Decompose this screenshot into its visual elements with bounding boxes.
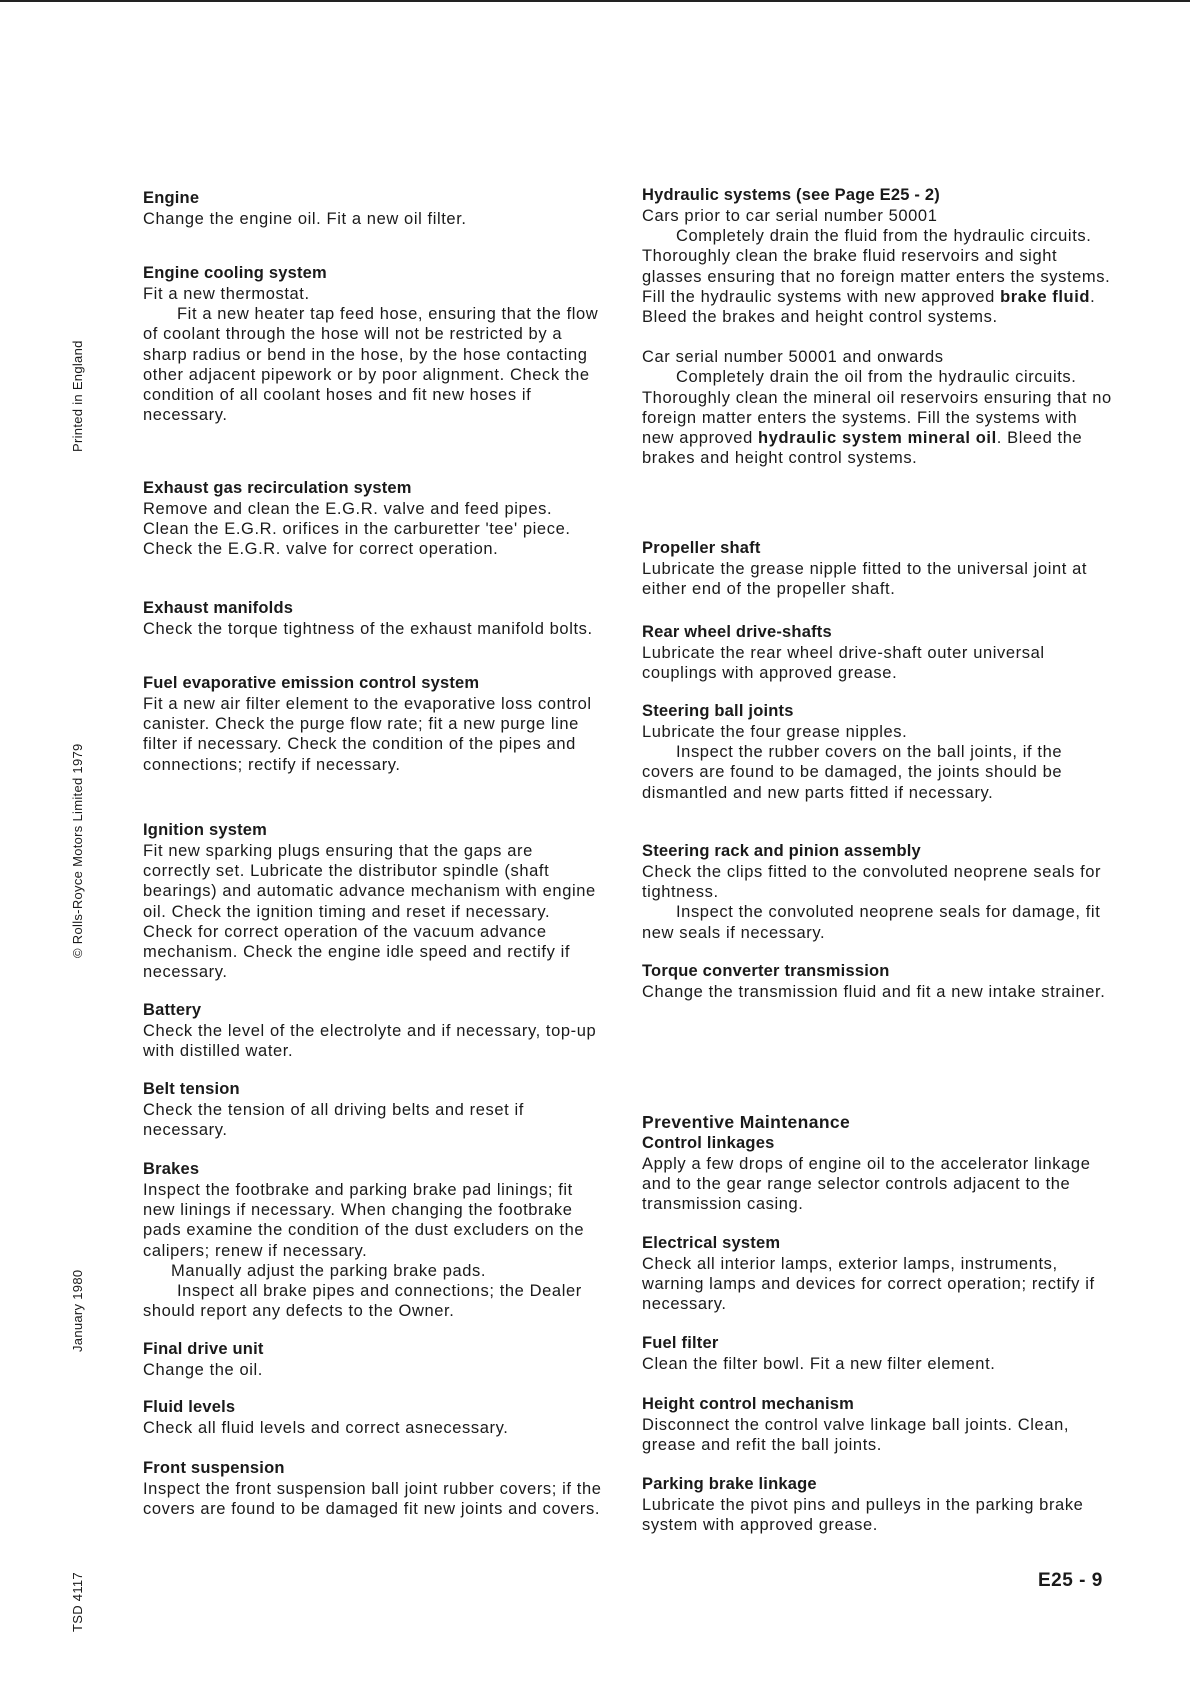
major-heading: Preventive Maintenance — [642, 1112, 851, 1132]
section-steering-rack — [642, 841, 1112, 943]
subheading: Car serial number 50001 and onwards — [642, 348, 944, 367]
text-run: . Bleed the brakes and height control systems. — [642, 287, 1096, 327]
top-border-line — [0, 0, 1190, 2]
section-title: Fuel filter — [642, 1334, 719, 1352]
section-title: Engine — [143, 189, 200, 207]
text-run: Completely drain the oil from the hydraulic circuits. Thoroughly clean the mineral oil reservoirs ensuring that no foreign matter enters the systems. Fill the systems with new approved — [642, 368, 1112, 448]
paragraph: Check the torque tightness of the exhaust manifold bolts. — [143, 620, 593, 638]
section-height-control — [642, 1394, 1112, 1455]
paragraph: Fit a new heater tap feed hose, ensuring that the flow of coolant through the hose will not be restricted by a sharp radius or bend in the hose, by the hose contacting other adjacent pipework or by poor alignment. Check the condition of all coolant hoses and fit new hoses if necessary. — [143, 305, 599, 425]
section-propeller-shaft — [642, 538, 1112, 599]
paragraph: Fit new sparking plugs ensuring that the gaps are correctly set. Lubricate the distributor spindle (shaft bearings) and automatic advance mechanism with engine oil. Check the ignition timing and reset if necessary. Check for correct operation of the vacuum advance mechanism. Check the engine idle speed and rectify if necessary. — [143, 842, 596, 982]
paragraph: Lubricate the grease nipple fitted to the universal joint at either end of the propeller shaft. — [642, 560, 1088, 599]
section-fluid-levels — [143, 1397, 603, 1438]
paragraph: Check all interior lamps, exterior lamps, instruments, warning lamps and devices for correct operation; rectify if necessary. — [642, 1255, 1095, 1314]
section-fuel-evaporative — [143, 673, 603, 775]
section-title: Steering rack and pinion assembly — [642, 842, 921, 860]
paragraph: Manually adjust the parking brake pads. — [171, 1261, 487, 1280]
section-control-linkages — [642, 1133, 1112, 1215]
section-title: Fuel evaporative emission control system — [143, 674, 480, 692]
paragraph: Disconnect the control valve linkage ball joints. Clean, grease and refit the ball joints. — [642, 1416, 1070, 1455]
paragraph: Change the engine oil. Fit a new oil filter. — [143, 210, 467, 228]
section-torque-converter — [642, 961, 1112, 1002]
paragraph: Check the clips fitted to the convoluted neoprene seals for tightness. — [642, 863, 1102, 902]
paragraph: Inspect the footbrake and parking brake pad linings; fit new linings if necessary. When changing the footbrake pads examine the condition of the dust excluders on the calipers; renew if necessary. — [143, 1181, 585, 1260]
section-title: Steering ball joints — [642, 702, 794, 720]
paragraph: Check the level of the electrolyte and if necessary, top-up with distilled water. — [143, 1022, 597, 1061]
section-parking-brake-linkage — [642, 1474, 1112, 1535]
section-title: Propeller shaft — [642, 539, 761, 557]
section-title: Torque converter transmission — [642, 962, 890, 980]
section-title: Ignition system — [143, 821, 268, 839]
section-title: Fluid levels — [143, 1398, 236, 1416]
section-title: Hydraulic systems (see Page E25 - 2) — [642, 186, 940, 204]
subheading: Cars prior to car serial number 50001 — [642, 207, 938, 225]
section-title: Engine cooling system — [143, 264, 327, 282]
document-reference-note: TSD 4117 — [70, 1572, 85, 1632]
section-battery — [143, 1000, 603, 1061]
section-title: Belt tension — [143, 1080, 240, 1098]
date-note: January 1980 — [70, 1269, 85, 1352]
section-title: Exhaust manifolds — [143, 599, 294, 617]
paragraph: Check all fluid levels and correct asnecessary. — [143, 1419, 509, 1437]
section-egr — [143, 478, 603, 560]
section-rear-drive-shafts — [642, 622, 1112, 683]
section-engine-cooling — [143, 263, 603, 425]
section-steering-ball-joints — [642, 701, 1112, 803]
bold-term: hydraulic system mineral oil — [758, 429, 997, 448]
section-title: Exhaust gas recirculation system — [143, 479, 412, 497]
section-title: Brakes — [143, 1160, 200, 1178]
paragraph: Check the tension of all driving belts and reset if necessary. — [143, 1101, 524, 1140]
paragraph: Fit a new thermostat. — [143, 285, 310, 303]
paragraph: Apply a few drops of engine oil to the accelerator linkage and to the gear range selector controls adjacent to the transmission casing. — [642, 1155, 1091, 1214]
section-title: Front suspension — [143, 1459, 285, 1477]
paragraph: Fit a new air filter element to the evaporative loss control canister. Check the purge flow rate; fit a new purge line filter if necessary. Check the condition of the pipes and connections; rectify if necessary. — [143, 695, 592, 774]
paragraph: Inspect all brake pipes and connections; the Dealer should report any defects to the Owner. — [143, 1282, 582, 1321]
section-title: Battery — [143, 1001, 202, 1019]
paragraph: Clean the filter bowl. Fit a new filter element. — [642, 1355, 996, 1373]
paragraph: Change the transmission fluid and fit a new intake strainer. — [642, 983, 1106, 1001]
section-brakes — [143, 1159, 603, 1321]
paragraph: Lubricate the four grease nipples. — [642, 723, 908, 741]
section-engine — [143, 188, 603, 229]
copyright-note: © Rolls-Royce Motors Limited 1979 — [70, 743, 85, 958]
section-hydraulic-systems — [642, 185, 1112, 468]
paragraph: Inspect the rubber covers on the ball joints, if the covers are found to be damaged, the joints should be dismantled and new parts fitted if necessary. — [642, 743, 1063, 802]
section-final-drive — [143, 1339, 603, 1380]
text-run: . Bleed the brakes and height control systems. — [642, 429, 1083, 468]
section-title: Rear wheel drive-shafts — [642, 623, 832, 641]
text-run: Completely drain the fluid from the hydraulic circuits. Thoroughly clean the brake fluid reservoirs and sight glasses ensuring that no foreign matter enters the systems. Fill the hydraulic systems with new approved — [642, 227, 1111, 306]
section-front-suspension — [143, 1458, 603, 1519]
printed-in-england-note: Printed in England — [70, 340, 85, 452]
section-ignition — [143, 820, 603, 982]
section-belt-tension — [143, 1079, 603, 1140]
paragraph: Lubricate the rear wheel drive-shaft outer universal couplings with approved grease. — [642, 644, 1045, 683]
paragraph: Inspect the convoluted neoprene seals for damage, fit new seals if necessary. — [642, 903, 1101, 942]
section-electrical-system — [642, 1233, 1112, 1315]
page-number: E25 - 9 — [1038, 1570, 1103, 1591]
paragraph: Lubricate the pivot pins and pulleys in the parking brake system with approved grease. — [642, 1496, 1084, 1535]
section-preventive-maintenance — [642, 1111, 1112, 1133]
paragraph: Change the oil. — [143, 1361, 263, 1379]
section-fuel-filter — [642, 1333, 1112, 1374]
paragraph: Inspect the front suspension ball joint rubber covers; if the covers are found to be damaged fit new joints and covers. — [143, 1480, 602, 1519]
paragraph — [642, 367, 1112, 468]
section-title: Final drive unit — [143, 1340, 264, 1358]
bold-term: brake fluid — [1000, 287, 1091, 306]
section-title: Electrical system — [642, 1234, 781, 1252]
section-title: Control linkages — [642, 1134, 775, 1152]
section-exhaust-manifolds — [143, 598, 603, 639]
section-title: Height control mechanism — [642, 1395, 855, 1413]
paragraph — [642, 226, 1112, 327]
section-title: Parking brake linkage — [642, 1475, 817, 1493]
paragraph: Remove and clean the E.G.R. valve and feed pipes. Clean the E.G.R. orifices in the carburetter 'tee' piece. Check the E.G.R. valve for correct operation. — [143, 500, 571, 559]
